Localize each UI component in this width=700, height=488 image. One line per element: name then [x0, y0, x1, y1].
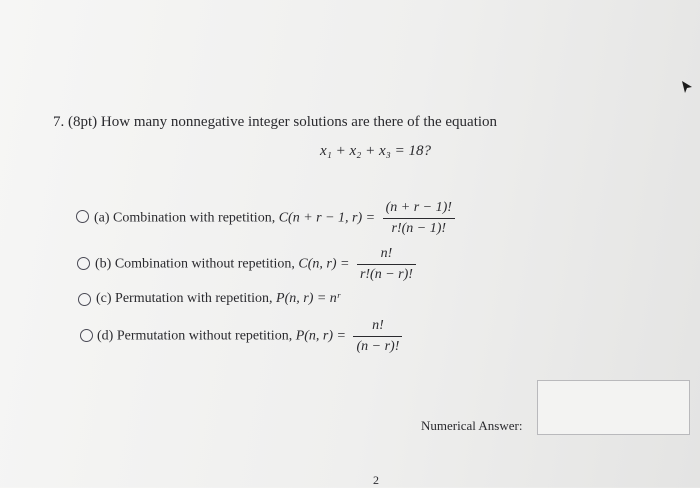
option-c-radio[interactable] [78, 293, 91, 306]
option-d-text: Permutation without repetition, [116, 328, 293, 344]
question-number: 7. [53, 114, 65, 130]
option-b-denominator: r!(n − r)! [359, 267, 413, 282]
option-c-text: Permutation with repetition, [115, 291, 273, 306]
option-b-numerator: n! [357, 246, 416, 265]
numerical-answer-input[interactable] [537, 380, 690, 435]
option-a-fraction [383, 200, 455, 237]
option-d-label: (d) [97, 328, 114, 344]
option-d-numerator: n! [353, 318, 402, 337]
option-a-numerator: (n + r − 1)! [383, 200, 455, 219]
option-b-text: Combination without repetition, [114, 256, 295, 272]
option-a-label: (a) [94, 210, 110, 226]
option-b-label: (b) [95, 256, 112, 272]
question-text [53, 114, 497, 131]
question-points: (8pt) [68, 114, 98, 130]
option-d[interactable] [97, 318, 402, 355]
option-d-fraction [353, 318, 402, 355]
option-a[interactable] [94, 200, 455, 237]
option-d-radio[interactable] [80, 329, 93, 342]
option-c-formula: P(n, r) = nʳ [276, 291, 340, 306]
question-equation: x₁ + x₂ + x₃ = 18? [320, 143, 431, 159]
option-b-radio[interactable] [77, 257, 90, 270]
option-a-denominator: r!(n − 1)! [391, 221, 447, 236]
option-d-denominator: (n − r)! [356, 339, 400, 354]
option-c[interactable] [96, 291, 340, 307]
option-b-fraction [357, 246, 416, 283]
page-number: 2 [373, 473, 379, 487]
question-prompt: How many nonnegative integer solutions are there of the equation [100, 114, 498, 130]
option-a-text: Combination with repetition, [113, 210, 276, 226]
option-d-lhs: P(n, r) = [295, 328, 346, 344]
cursor-arrow-icon [680, 80, 694, 94]
numerical-answer-label: Numerical Answer: [421, 418, 523, 433]
option-a-lhs: C(n + r − 1, r) = [278, 210, 376, 226]
option-a-radio[interactable] [76, 210, 89, 223]
option-c-label: (c) [96, 291, 112, 306]
option-b-lhs: C(n, r) = [298, 256, 350, 272]
option-b[interactable] [95, 246, 416, 283]
